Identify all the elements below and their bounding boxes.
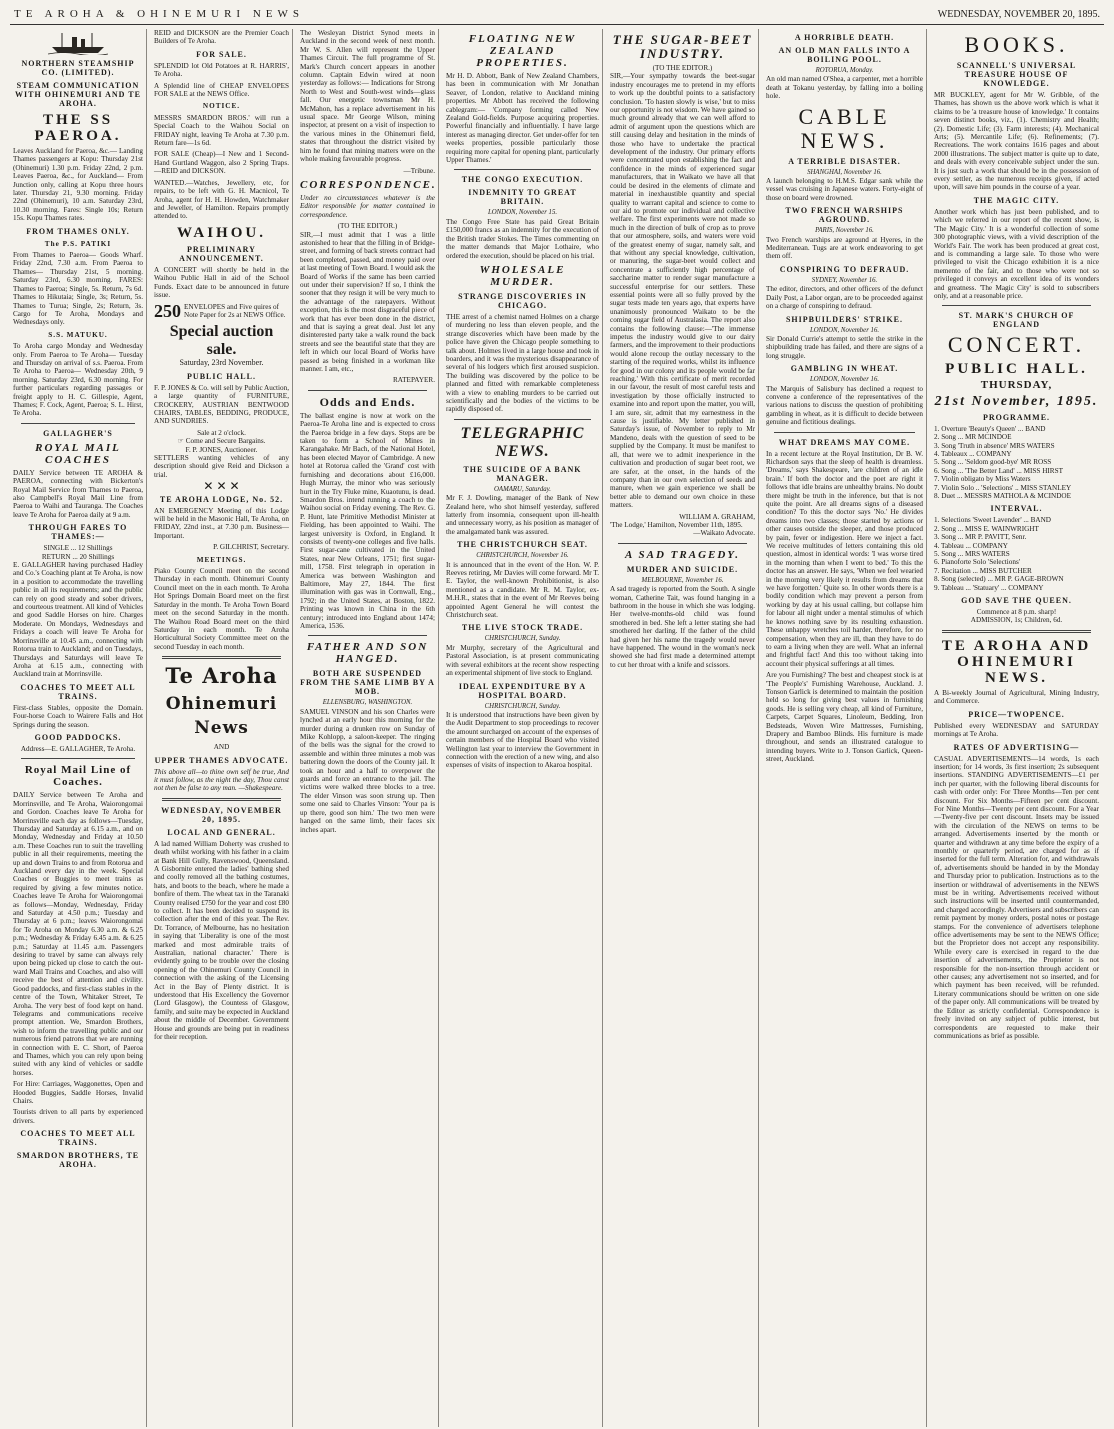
company-name: NORTHERN STEAMSHIP CO. (LIMITED). bbox=[21, 59, 135, 77]
dreams-heading: WHAT DREAMS MAY COME. bbox=[778, 437, 911, 447]
column-5 bbox=[607, 29, 759, 1427]
envelopes-text: ENVELOPES and Five quires of Note Paper for 2s at NEWS Office. bbox=[184, 302, 286, 320]
programme-heading: PROGRAMME. bbox=[982, 412, 1051, 422]
odds-ends-heading: Odds and Ends. bbox=[319, 394, 416, 409]
rotorua-dateline: ROTORUA, Monday. bbox=[815, 67, 874, 74]
correspondence-heading: CORRESPONDENCE. bbox=[300, 178, 437, 191]
programme-item: 5. Song ... 'Seldom good-bye' MR ROSS bbox=[934, 458, 1052, 467]
concert-heading: CONCERT. bbox=[947, 332, 1086, 358]
livestock-dateline: CHRISTCHURCH, Sunday. bbox=[484, 635, 561, 643]
divider bbox=[454, 169, 591, 170]
programme-item: 8. Song (selected) ... MR P. GAGE-BROWN bbox=[934, 575, 1064, 584]
lodge-secretary: P. GILCHRIST, Secretary. bbox=[213, 543, 289, 552]
come-text: Come and Secure Bargains. bbox=[185, 437, 266, 446]
books-subheading: SCANNELL'S UNIVERSAL TREASURE HOUSE OF KNOWLEDGE. bbox=[956, 61, 1077, 88]
preliminary-heading: PRELIMINARY ANNOUNCEMENT. bbox=[179, 244, 264, 263]
warships-heading: TWO FRENCH WARSHIPS AGROUND. bbox=[785, 206, 904, 225]
suicide-text: Mr F. J. Dowling, manager of the Bank of New Zealand here, who shot himself yesterday, suffered latterly from insomnia, consequent upon ill-health and unnecessary worry, as his position as manager of the amalgamated bank was assured. bbox=[446, 494, 599, 536]
sale-time: Sale at 2 o'clock. bbox=[197, 428, 246, 437]
gambling-heading: GAMBLING IN WHEAT. bbox=[790, 364, 899, 374]
sale-cheap-ad: FOR SALE (Cheap)—I New and 1 Second-Hand Gurtland Waggon, also 2 Spring Traps.—REID and DICKSON. bbox=[154, 150, 289, 176]
programme-part-2 bbox=[934, 516, 1099, 592]
shanghai-dateline: SHANGHAI, November 16. bbox=[807, 168, 882, 176]
lodge-text: AN EMERGENCY Meeting of this Lodge will be held in the Masonic Hall, Te Aroha, on FRIDAY, 22nd inst., at 7.30 p.m. Business—Important. bbox=[154, 506, 289, 540]
ellensburg-dateline: ELLENSBURG, WASHINGTON. bbox=[322, 699, 413, 707]
news-title: TE AROHA AND OHINEMURI NEWS. bbox=[941, 637, 1092, 686]
sad-tragedy-subheading: MURDER AND SUICIDE. bbox=[626, 564, 739, 574]
coaches-all-trains: COACHES TO MEET ALL TRAINS. bbox=[20, 1129, 136, 1148]
divider bbox=[21, 758, 135, 759]
admission: ADMISSION, 1s; Children, 6d. bbox=[970, 616, 1063, 625]
congo-text: The Congo Free State has paid Great Britain £150,000 francs as an indemnity for the execution of the British trader Stokes. The Times commenting on the matter demands that Major Lothaire, who ordered the execution, should be placed on his trial. bbox=[446, 217, 599, 260]
sad-tragedy-text: A sad tragedy is reported from the South. A single woman, Catherine Tait, was found hanging in a bathroom in the house in which she was lodging. Her twelve-months-old child was found smothered in bed. She left a letter stating she had smothered her darling. If the father of the child had given her his name the tragedy would never have happened. The wound in the woman's neck showed she had first made a determined attempt to cut her throat with a knife and scissors. bbox=[610, 585, 755, 669]
divider bbox=[942, 305, 1091, 306]
oamaru-dateline: OAMARU, Saturday. bbox=[494, 485, 551, 493]
st-marks-heading: ST. MARK'S CHURCH OF ENGLAND bbox=[958, 311, 1075, 330]
london-dateline: LONDON, November 15. bbox=[487, 209, 558, 217]
divider bbox=[454, 419, 591, 420]
programme-item: 1. Overture 'Beauty's Queen' ... BAND bbox=[934, 424, 1046, 433]
envelope-ad: A Splendid line of CHEAP ENVELOPES FOR SALE at the NEWS Office. bbox=[154, 81, 289, 99]
royal-mail-line-heading: Royal Mail Line of Coaches. bbox=[24, 764, 132, 789]
murder-text: THE arrest of a chemist named Holmes on a charge of murdering no less than eleven people, and the strange discoveries which have been made by the police have given the Chicago people something to talk about. Holmes lived in a large house and took in boarders, and it was the mysterious disappearance of several of his lodgers which first aroused suspicion. The building was discovered by the police to be planned and fitted with remarkable completeness with a view to enabling murders to be carried out scientifically and the bodies of the victims to be rapidly disposed of. bbox=[446, 312, 599, 414]
auctioneer-name: F. P. JONES, Auctioneer. bbox=[185, 445, 258, 454]
livestock-text: Mr Murphy, secretary of the Agricultural and Pastoral Association, is at present communicating with several exhibitors at the recent show respecting an experimental shipment of live stock to England. bbox=[446, 643, 599, 678]
auction-heading: Special auction sale. bbox=[169, 323, 274, 359]
letter-text: SIR,—I must admit that I was a little astonished to hear that the filling in of Bridge-street, and forming of back streets contract had been completed, passed, and money paid over at last meeting of Town Board. I would ask the Board of Works if the same has been carried out under their supervision? If so, I think the sooner that they resign it will be very much to the advantage of the ratepayers. Without exception, this is the most disgraceful piece of work that has ever been done in the district, and that is saying a great deal. Just let any disinterested party take a walk round the back streets and see the beautiful state that they are left in which our local Board of Works have passed as being finished in a workman like manner. I am, etc., bbox=[300, 230, 435, 374]
divider bbox=[308, 390, 427, 391]
column-7 bbox=[931, 29, 1102, 1427]
from-thames-heading: FROM THAMES ONLY. bbox=[26, 226, 130, 236]
chch-heading: THE CHRISTCHURCH SEAT. bbox=[457, 540, 588, 550]
dreams-text: In a recent lecture at the Royal Institution, Dr B. W. Richardson says that the sleep of health is dreamless. 'Dreams,' says Shakespeare, 'are children of an idle brain.' If both the doctor and the poet are right it follows that idle brains are unhealthy brains. No doubt there might be truth in the inference, but that is not quite the point. Are all dreams signs of a diseased condition? To this the doctor says 'No.' He divides dreams into two classes; those started by actions or other causes outside the sleeper, and those produced by pain, fever or indigestion. Here we inject a fact. We receive multitudes of letters containing this old question, almost in identical words: 'I was worse tired in the morning than when I went to bed.' To this the doctor has an answer. He says, 'When we feel wearied in the morning very likely it results from dreams that we have forgotten.' Quite so. In other words there is a bodily condition which may prevent a person from working by day at his usual calling, but collapse him for labour all night under a mental stimulus of which he knows nothing save by its resulting exhaustion. These unhappy wretches toil harder, therefore, for no compensation, when they are ill, than they have to do to earn a living when they are well. What an infernal and frightful fact! And this too without taking into account their physical sufferings at all times. bbox=[766, 449, 923, 668]
god-save-queen: GOD SAVE THE QUEEN. bbox=[961, 596, 1072, 606]
chicago-subheading: STRANGE DISCOVERIES IN CHICAGO. bbox=[458, 291, 587, 310]
sugar-beet-text: SIR,—Your sympathy towards the beet-sugar industry encourages me to pretend in my efforts to work up the doubtful points to a satisfactory conclusion. 'To hasten slowly is wise,' but to miss our opportunity is not wisdom. We have gained so much ground already that we can well afford to admit of argument upon the questions which are still causing delay and hesitation in the minds of those who have to undertake the practical development of the industry. Our primary efforts were concentrated upon establishing the fact and confidence in the minds of experienced sugar manufacturers, that in Waikato we have all that could be desired in the elements of climate and material in inexhaustible quantity and special quality to warrant capital and science to come to our aid to promote our individual and collective welfare. The first experiments were not made so much in the direction of bulk of crop as to prove that our atmosphere, soils, and waters were void of the greatest enemy of sugar, namely salt, and that without any special knowledge, cultivation, or manuring, the sugar-beet would collect and concentrate a sufficiently high percentage of saccharine matter to render sugar manufacture a successful enterprise for our settlers. These essential points were all so fully proved by the sugar tests made ten years ago, that experts have unanimously pronounced Waikato to be the coming sugar field of Australasia. The report also contains the following clause:—'The immense impetus the industry would give to our dairy farmers, and the improvement to their productions would alone recoup the outlay necessary to the starting of the required works, whilst its influence for good in our colony and its people would be far reaching.' With this certificate of merit recorded in our favour, the result of most careful tests and investigation by those officially instructed to examine into and report upon the matter, you will, I am sure, sir, admit that my earnestness in the cause is justifiable. My letter published in Saturday's issue, of November to reply to Mr Mandeno, deals with the question of seed to be supplied by the Company. It must be manifest to all, that were we to admit inexperience in the cultivation and production of sugar beet root, we are safer, at the onset, in the hands of the company than in our own selection of seeds and manure, when we gain experience we shall be better able to demand our own choice in these matters. bbox=[610, 72, 755, 510]
father-son-subheading: BOTH ARE SUSPENDED FROM THE SAME LIMB BY A MOB. bbox=[300, 669, 435, 697]
column-4 bbox=[443, 29, 603, 1427]
horrible-death-heading: A HORRIBLE DEATH. bbox=[794, 33, 895, 42]
envelopes-number: 250 bbox=[154, 301, 181, 322]
interval-heading: INTERVAL. bbox=[990, 504, 1043, 514]
programme-item: 3. Song 'Truth in absence' MRS WATERS bbox=[934, 441, 1055, 450]
stables-text: First-class Stables, opposite the Domain. Four-horse Coach to Wairere Falls and Hot Springs during the season. bbox=[13, 703, 143, 729]
chch-text: It is announced that in the event of the Hon. W. P. Reeves retiring, Mr Davies will come forward. Mr T. E. Taylor, the well-known Prohibitionist, is also mentioned as a candidate. Mr R. M. Taylor, ex-M.H.R., states that in the event of Mr Reeves being appointed Agent General he will contest the Christchurch seat. bbox=[446, 560, 599, 620]
gallagher-heading: GALLAGHER'S bbox=[43, 428, 113, 438]
commence-time: Commence at 8 p.m. sharp! bbox=[976, 608, 1057, 617]
programme-item: 3. Song ... MR P. PAVITT, Senr. bbox=[934, 533, 1027, 542]
telegraphic-heading: TELEGRAPHIC NEWS. bbox=[460, 424, 585, 460]
divider bbox=[162, 798, 281, 801]
programme-item: 7. Violin obligato by Miss Waters bbox=[934, 475, 1031, 484]
sad-tragedy-heading: A SAD TRAGEDY. bbox=[625, 548, 740, 561]
coaches-text: E. GALLAGHER having purchased Hadley and Co.'s Coaching plant at Te Aroha, is now in a position to accommodate the travelling public in all its requirements; and the public can rely on good steady and sober drivers, and courteous treatment. All kind of Vehicles and good Saddle Horses on hire. Charges Moderate. On Mondays, Wednesdays and Fridays a coach will leave Te Aroha for Morrinsville at 10.45 a.m., connecting with Rotorua train to Auckland; and on Tuesdays, Thursdays and Saturdays will leave Te Aroha at 6.15 a.m., connecting with Auckland train at Morrinsville. bbox=[13, 561, 143, 679]
steam-heading: STEAM COMMUNICATION WITH OHINEMURI AND TE AROHA. bbox=[15, 81, 141, 108]
correspondence-note: Under no circumstances whatever is the Editor responsible for matter contained in correspondence. bbox=[300, 193, 435, 219]
royal-mail-text: DAILY Service between TE AROHA & PAEROA, connecting with Bickerton's Royal Mail Service from Thames to Paeroa, also Campbell's Royal Mail Line from Paeroa to Waihi and Tauranga. The Coaches leave Te Aroha for Paeroa daily at 9 a.m. bbox=[13, 468, 143, 519]
chch-dateline: CHRISTCHURCH, November 16. bbox=[476, 552, 569, 560]
programme-item: 5. Song ... MRS WATERS bbox=[934, 550, 1010, 559]
column-3 bbox=[297, 29, 439, 1427]
hire-text: For Hire: Carriages, Waggonettes, Open and Hooded Buggies, Saddle Horses, Invalid Chairs. bbox=[13, 1080, 143, 1105]
paddocks-heading: GOOD PADDOCKS. bbox=[34, 732, 122, 742]
programme-item: 1. Selections 'Sweet Lavender' ... BAND bbox=[934, 516, 1051, 525]
masonic-emblem-icon: ✕ ✕ ✕ bbox=[203, 479, 240, 494]
programme-item: 7. Recitation ... MISS BUTCHER bbox=[934, 566, 1032, 575]
for-sale-heading: FOR SALE. bbox=[196, 49, 247, 59]
programme-item: 6. Pianoforte Solo 'Selections' bbox=[934, 558, 1021, 567]
meetings-text: Piako County Council meet on the second Thursday in each month. Ohinemuri County Council meet on the in each month. Te Aroha Hot Springs Domain Board meet on the first Saturday in the month. Te Aroha Town Board meet on the second Saturday in the month. The Waihou Road Board meet on the third Saturday in each month. Te Aroha Horticultural Society Committee meet on the second Tuesday in each month. bbox=[154, 567, 289, 651]
horrible-death-subheading: AN OLD MAN FALLS INTO A BOILING POOL. bbox=[778, 46, 911, 64]
notice-text: MESSRS SMARDON BROS.' will run a Special Coach to the Waihou Social on FRIDAY night, leaving Te Aroha at 7.30 p.m. Return fare—1s 6d. bbox=[154, 113, 289, 148]
father-son-text: SAMUEL VINSON and his son Charles were lynched at an early hour this morning for the murder during a drunken row on Sunday of Mike Kohlopp, a saloon-keeper. The ringing of the bells was the signal for the crowd to assemble and within three minutes a mob was battering down the doors of the County jail. It took an hour and a half to overpower the guards and force an entrance to the jail. The victims were walked three blocks to a tree. The elder Vinson was soon strung up. Then some one said to Charles Vinson: 'Your pa is up there, good son him.' The two men were hanged on the same limb, their faces six inches apart. bbox=[300, 707, 435, 834]
jones-auction-text: F. P. JONES & Co. will sell by Public Auction, a large quantity of FURNITURE, CROCKERY, AUSTRIAN BENTWOOD CHAIRS, TABLES, BEDDING, PRODUCE, AND SUNDRIES. bbox=[154, 383, 290, 426]
upper-thames-heading: UPPER THAMES ADVOCATE. bbox=[154, 755, 289, 765]
masthead bbox=[10, 8, 1104, 25]
programme-item: 4. Tableaux ... COMPANY bbox=[934, 449, 1012, 458]
conspiring-heading: CONSPIRING TO DEFRAUD. bbox=[779, 264, 910, 274]
gallagher-address: Address—E. GALLAGHER, Te Aroha. bbox=[20, 744, 136, 753]
books-text: MR BUCKLEY, agent for Mr W. Gribble, of the Thames, has shown us the above work which is what it claims to be 'a treasure house of knowledge.' It contains seven distinct books, viz., (1). Chemistry and Health; (2). Domestic Life; (3). Farm interests; (4). Mechanical Arts; (5). Mercantile Life; (6). Refinements; (7). Recreations. The work contains 1616 pages and about 2000 illustrations. The subject matter is quite up to date, and deals with every conceivable subject under the sun. It is just such a work that should be in the possession of every settler, as the numerous receipts given, if acted upon, will save him pounds in the course of a year. bbox=[934, 91, 1099, 192]
father-son-heading: FATHER AND SON HANGED. bbox=[306, 641, 429, 666]
sydney-dateline: SYDNEY, November 16. bbox=[811, 276, 878, 284]
programme-item: 4. Tableau ... COMPANY bbox=[934, 541, 1008, 550]
warships-text: Two French warships are aground at Hyeres, in the Mediterranean. Tugs are at work endeavoring to get them off. bbox=[766, 235, 923, 261]
local-general-heading: LOCAL AND GENERAL. bbox=[167, 827, 276, 837]
melbourne-dateline: MELBOURNE, November 16. bbox=[641, 576, 724, 584]
books-heading: BOOKS. bbox=[964, 32, 1069, 57]
smardon-signature: SMARDON BROTHERS, TE AROHA. bbox=[16, 1151, 140, 1170]
price: PRICE—TWOPENCE. bbox=[968, 709, 1065, 719]
meetings-heading: MEETINGS. bbox=[196, 555, 247, 564]
ship-paeroa-heading: THE SS PAEROA. bbox=[34, 112, 122, 144]
divider bbox=[162, 656, 281, 659]
columns bbox=[10, 29, 1104, 1427]
ship-patiki-text: From Thames to Paeroa— Goods Wharf. Friday 22nd, 7.30 a.m. From Paeroa to Thames— Thursday 21st, 5 morning. Saturday 23rd, 6.30 morning. FARES: Thames to Paeroa; Single, 5s. Return, 7s 6d. Thames to Hikutaia; Single, 3s; Return, 5s. Thames to Turua; Single, 2s; Return, 3s. Cargo for Te Aroha, Mondays and Wednesdays only. bbox=[13, 251, 143, 327]
cable-news-heading: CABLE NEWS. bbox=[798, 103, 891, 153]
divider bbox=[308, 635, 427, 636]
horrible-death-text: An old man named O'Shea, a carpenter, met a horrible death at Tokanu yesterday, by falling into a boiling hole. bbox=[766, 75, 923, 101]
magic-city-heading: THE MAGIC CITY. bbox=[973, 195, 1060, 205]
graham-signature: WILLIAM A. GRAHAM, bbox=[679, 512, 755, 521]
programme-item: 2. Song ... MR MCINDOE bbox=[934, 433, 1012, 442]
congo-heading: THE CONGO EXECUTION. bbox=[461, 175, 584, 185]
ratepayer-signature: RATEPAYER. bbox=[392, 376, 435, 385]
waihou-heading: WAIHOU. bbox=[177, 224, 266, 241]
paper-title-1: Te Aroha bbox=[165, 663, 278, 689]
floating-text: Mr H. D. Abbott, Bank of New Zealand Chambers, has been in communication with Mr Jonathan Seaver, of London, relative to Auckland mining properties. Mr Abbott has received the following cablegram:— 'Company forming called New Zealand Gold-fields. Purpose acquiring properties. Powerful financially and influentially. I have large interest as managing director. Get under-offer for ten weeks properties, possible particularly those requiring more capital for opening plant, particularly Upper Thames.' bbox=[446, 72, 599, 165]
ship-matuku-heading: S.S. MATUKU. bbox=[48, 330, 108, 339]
concert-hall: PUBLIC HALL. bbox=[945, 361, 1088, 378]
hospital-heading: IDEAL EXPENDITURE BY A HOSPITAL BOARD. bbox=[458, 681, 587, 700]
coaches-meet-heading: COACHES TO MEET ALL TRAINS. bbox=[20, 682, 136, 701]
conspiring-text: The editor, directors, and other officers of the defunct Daily Post, a Labor organ, are to be proceeded against on a charge of conspiring to defraud. bbox=[766, 285, 923, 311]
programme-item: 9. Tableau ... 'Statuary' ... COMPANY bbox=[934, 583, 1044, 592]
rates-heading: RATES OF ADVERTISING— bbox=[953, 742, 1080, 752]
divider bbox=[618, 543, 747, 544]
rates-text: CASUAL ADVERTISEMENTS—14 words, 1s each insertion; for 14 words, 3s first insertion; 2s subsequent insertions. STANDING ADVERTISEMENTS—£1 per inch per quarter, with the following liberal discounts for cash with order only: For Three Months—Ten per cent discount. For Six Months—Fifteen per cent discount. For Nine Months—Twenty per cent discount. For a Year—Twenty-five per cent discount. Insets may be issued with the circulation of the NEWS on terms to be arranged. Advertisements inserted by the month or quarter and withdrawn at any time before the expiry of a monthly or quarterly period, are charged for as if inserted for the full term. Alteration for, and withdrawals of, advertisements should be handed in by the Monday and Thursday prior to publication. Instructions as to the insertion or withdrawal of advertisements in the NEWS must be in writing. Advertisements received without such instructions will be inserted until countermanded, and charged accordingly. Advertisers and subscribers can remit payment by money orders, postal notes or postage stamps. For the convenience of advertisers telephone office advertisements may be sent to the NEWS Office; but the Proprietor does not accept any responsibility. While every care is exercised in regard to the due insertion of advertisements, the Proprietor is not responsible for the non-insertion through accident or other causes; any advertisement not so inserted, and for which payment has been received, will be refunded. Literary communications should be written on one side of the paper only. All communications will be treated by the Editor as strictly confidential. Correspondence is freely invited on any subject of public interest, but correspondents are requested to make their communications as brief as possible. bbox=[934, 754, 1099, 1040]
livestock-heading: THE LIVE STOCK TRADE. bbox=[461, 623, 584, 633]
furnishing-ad: Are you Furnishing? The best and cheapest stock is at 'The People's' Furnishing Warehouse, Auckland. J. Tonson Garlick is determined to maintain the position held so long for giving best values in furnishing goods. He is selling very cheap, all kind of Furniture, Carpets, Carpet Squares, Linoleum, Bedding, Iron Bedsteads, Woven Wire Mattresses, Furnishing, Drapery and Bamboo Blinds. His furniture is made throughout, and sends an illustrated catalogue to intending buyers. Write to J. Tonson Garlick, Queen-street, Auckland. bbox=[766, 671, 923, 764]
ship-matuku-text: To Aroha cargo Monday and Wednesday only. From Paeroa to Te Aroha— Tuesday and Thursday on arrival of s.s. Paeroa. From Te Aroha to Paeroa— Wednesday 20th, 9 morning. Saturday 23rd, 6.30 morning. For further particulars regarding passages or freight apply to H. C. Gillespie, Agent, Thames; F. Cock, Agent, Paeroa; S. L. Hirst, Te Aroha. bbox=[13, 342, 143, 418]
ship-patiki-heading: The P.S. PATIKI bbox=[44, 239, 112, 248]
shipbuilders-text: Sir Donald Currie's attempt to settle the strike in the shipbuilding trade has failed, and there are signs of a long struggle. bbox=[766, 334, 923, 360]
fare-single: SINGLE ... 12 Shillings bbox=[43, 544, 113, 553]
programme-item: 8. Duet ... MESSRS MATHOLA & MCINDOE bbox=[934, 492, 1071, 500]
issue-date: WEDNESDAY, NOVEMBER 20, 1895. bbox=[161, 805, 282, 824]
concert-date: 21st November, 1895. bbox=[934, 393, 1099, 409]
local-general-text: A lad named William Doherty was crushed to death whilst working with his father in a claim at Bank Hill Gully, Ravenswood, Queensland. A Gisbornite entered the ladies' bathing shed and coolly removed all the bathing costumes, hats, and boots to the beach, where he made a bonfire of them. The wheat tax in the Taranaki County realised £750 for the year and cost £80 to collect. It has been decided to suspend its collection after the end of this year. The Rev. Dr. Torrance, of Melbourne, has no hesitation in saying that 'Liberality is one of the most marked and most admirable traits of Australian, national character.' There is evidently going to be trouble over the closing opening of the Ohinemuri County Council in connection with the asking of the Licensing Act in the Bay of Plenty district. It is understood that His Excellency the Governor (Lord Glasgow), the Countess of Glasgow, family, and suite may be expected in Auckland about the middle of December. Government House and grounds are being put in readiness for their reception. bbox=[154, 839, 289, 1042]
disaster-text: A launch belonging to H.M.S. Edgar sank while the vessel was cruising in Japanese waters. Forty-eight of those on board were drowned. bbox=[766, 177, 923, 202]
programme-item: 7. Violin Solo .. 'Selections' .. MISS STANLEY bbox=[934, 483, 1072, 492]
column-6 bbox=[763, 29, 927, 1427]
potatoes-ad: SPLENDID lot Old Potatoes at R. HARRIS', Te Aroha. bbox=[154, 61, 289, 79]
magic-city-text: Another work which has just been published, and to which we referred in our report of the recent show, is 'The Magic City.' It is a wonderful collection of some 300 photographic views, with a vivid description of the World's Fair. The work has been produced at great cost, and is commanding a large sale. To those who were privileged to visit the Chicago exhibition it is a nice memento of the fair, and to those who were not so privileged it conveys an excellent idea of its wonders and greatness. 'The Magic City' is sold to subscribers only, and at a reasonable price. bbox=[934, 207, 1099, 300]
synod-text: The Wesleyan District Synod meets in Auckland in the second week of next month. Mr W. S. Allen will represent the Upper Thames Circuit. The full programme of St. Mark's Church concert appears in another column. Captain Edwin wired at noon yesterday as follows:— Indications for Strong North to West and South-west winds—glass fall. Our energetic townsman Mr H. McMahon, has a replace advertisement in his usual space. Mr George Wilson, mining inspector, at present on a visit of inspection to the various mines in the Ohinemuri field, states that throughout the district visited by him he found that mining matters were on the whole making favourable progress. bbox=[300, 29, 435, 164]
preliminary-text: A CONCERT will shortly be held in the Waihou Public Hall in aid of the School Funds. Exact date to be announced in future issue. bbox=[154, 265, 289, 299]
wanted-ad: WANTED.—Watches, Jewellery, etc, for repairs, to be left with G. H. Macnicol, Te Aroha, agent for H. H. Howden, Watchmaker and Jeweller, of Hamilton. Repairs promptly attended to. bbox=[154, 178, 289, 221]
paris-dateline: PARIS, November 16. bbox=[815, 227, 874, 235]
programme-part-1 bbox=[934, 425, 1099, 501]
programme-item: 2. Song ... MISS E. WAINWRIGHT bbox=[934, 524, 1039, 533]
divider bbox=[21, 423, 135, 424]
fare-return: RETURN ... 20 Shillings bbox=[41, 552, 115, 561]
masthead-date: WEDNESDAY, NOVEMBER 20, 1895. bbox=[937, 9, 1100, 20]
column-1 bbox=[10, 29, 147, 1427]
to-editor: (TO THE EDITOR.) bbox=[337, 222, 398, 231]
come-bargains bbox=[154, 437, 289, 445]
column-2 bbox=[151, 29, 293, 1427]
bank-suicide-heading: THE SUICIDE OF A BANK MANAGER. bbox=[463, 464, 582, 483]
hospital-dateline: CHRISTCHURCH, Sunday. bbox=[484, 702, 561, 710]
divider bbox=[774, 432, 915, 433]
ship-paeroa-text: Leaves Auckland for Paeroa, &c.— Landing Thames passengers at Kopu: Thursday 21st (Ohinemuri) 1.30 p.m. Friday 22nd, 2 p.m. Leaves Paeroa, &c., for Auckland— From Junction only, calling at Kopu three hours later. Thursday 21, 9.30 morning. Friday 22nd (Ohinemuri), 10 a.m. Saturday 23rd, 10.30 morning. Fares: Single 10s; Return 15s. Kopu Thames rates. bbox=[13, 147, 143, 223]
lodge-heading: TE AROHA LODGE, No. 52. bbox=[159, 494, 284, 504]
to-editor: (TO THE EDITOR.) bbox=[652, 64, 713, 72]
programme-item: 6. Song ... 'The Better Land' ... MISS HIRST bbox=[934, 466, 1063, 475]
news-description: A Bi-weekly Journal of Agricultural, Mining Industry, and Commerce. bbox=[934, 688, 1099, 706]
tourists-text: Tourists driven to all parts by experienced drivers. bbox=[13, 1108, 143, 1125]
shipbuilders-dateline: LONDON, November 16. bbox=[809, 326, 880, 334]
wholesale-murder-heading: WHOLESALE MURDER. bbox=[479, 263, 566, 288]
indemnity-heading: INDEMNITY TO GREAT BRITAIN. bbox=[468, 188, 577, 207]
envelopes-ad bbox=[154, 302, 289, 320]
gambling-dateline: LONDON, November 16. bbox=[809, 376, 880, 384]
royal-mail-line-text: DAILY Service between Te Aroha and Morrinsville, and Te Aroha, Waiorongomai and Gordon. Coaches leave Te Aroha for Morrinsville each day as follows—Tuesday, Thursday and Saturday at 6.15 a.m., and on Monday, Wednesday and Friday at 10.50 a.m. These Coaches run to suit the travelling public in all their requirements, meeting the up and down Trains to and from Rotorua and Auckland every day in the week. Special Coaches or Buggies to meet trains as required by giving a few minutes notice. Coaches leave Te Aroha for Waiorongomai as follows—Monday, Wednesday, Friday and Saturday at 4.50 p.m.; Tuesday and Thursday at 6 p.m.; leaves Waiorongomai for Te Aroha on Monday 6.30 a.m. & 6.25 p.m.; Wednesday & Friday 6.45 a.m. & 6.25 p.m.; Saturday at 11.45 a.m. Passengers desiring to travel by same can always rely upon being picked up close to catch the out-ward Mail Trains and Coaches, and also will receive the best of attention and civility. Good paddocks, and first-class stables in the centre of the Town, Whitaker Street, Te Aroha. The very best of food kept on hand. Telegrams and communications receive prompt attention. We, Smardon Brothers, wish to inform the travelling public and our numerous friend patrons that we are running in connection with E. C. Short, of Paeroa and Thames, which you can rely upon being suited with any kind of vehicles or saddle horses. bbox=[13, 791, 143, 1077]
through-fares-heading: THROUGH FARES TO THAMES:— bbox=[28, 523, 128, 542]
notice-heading: NOTICE. bbox=[202, 102, 241, 111]
masthead-title: TE AROHA & OHINEMURI NEWS bbox=[14, 8, 304, 20]
paper-and: AND bbox=[213, 743, 230, 752]
shakespeare-motto: This above all—to thine own self be true, And it must follow, as the night the day, Thou canst not then be false to any man. —Shakespeare. bbox=[154, 767, 289, 793]
published: Published every WEDNESDAY and SATURDAY mornings at Te Aroha. bbox=[934, 721, 1099, 739]
royal-mail-heading: ROYAL MAIL COACHES bbox=[35, 441, 121, 466]
hospital-text: It is understood that instructions have been given by the Audit Department to stop proceedings to recover the amount surcharged on account of the expenses of certain members of the Hospital Board who visited Wellington last year to interview the Government in connection with the erection of a new wing, and also expenses of visits of inspection to Akaroa hospital. bbox=[446, 710, 599, 770]
shipbuilders-heading: SHIPBUILDERS' STRIKE. bbox=[785, 314, 904, 324]
steamship-icon bbox=[48, 29, 108, 55]
disaster-heading: A TERRIBLE DISASTER. bbox=[788, 156, 901, 166]
advocate-credit: —Waikato Advocate. bbox=[693, 529, 755, 538]
divider bbox=[942, 630, 1091, 633]
paper-title-2: Ohinemuri News bbox=[165, 694, 278, 739]
settlers-ad: SETTLERS wanting vehicles of any description should give Reid and Dickson a trial. bbox=[154, 454, 289, 479]
pointing-hand-icon: ☞ bbox=[177, 437, 186, 446]
tribune-credit: —Tribune. bbox=[403, 166, 435, 175]
graham-place: 'The Lodge,' Hamilton, November 11th, 1895. bbox=[610, 520, 743, 529]
gambling-text: The Marquis of Salisbury has declined a request to convene a conference of the representatives of the various nations to discuss the question of prohibiting gambling in wheat, as it is difficult to decide between genuine and fictitious dealings. bbox=[766, 384, 923, 427]
concert-day: THURSDAY, bbox=[980, 379, 1053, 392]
sugar-beet-heading: THE SUGAR-BEET INDUSTRY. bbox=[612, 32, 753, 61]
auction-date: Saturday, 23rd November. bbox=[179, 358, 264, 368]
reid-dickson-ad: REID and DICKSON are the Premier Coach Builders of Te Aroha. bbox=[154, 29, 289, 46]
public-hall-heading: PUBLIC HALL. bbox=[187, 371, 256, 381]
odds-ends-text: The ballast engine is now at work on the Paeroa-Te Aroha line and is expected to cross the Paeroa bridge in a few days. Steps are be taken to form a School of Mines in Karangahake. Mr Bach, of the National Hotel, has been elected Mayor of Cambridge. A new hotel at Rotorua called the 'Grand' cost with furnishing and decorations about £16,000. Hugh Murray, the minor who was seriously hurt in the Try Fluke mine, Kuaotunu, is dead. Smardon Bros. intend running a coach to the Waihou social on Friday evening. The Rev. G. P. Hunt, late Primitive Methodist Minister at Fielding, has been appointed to Waihi. The largest university is Oxford, in England. It consists of twenty-one colleges and five halls. First sugar-cane cultivated in the United States, near New Orleans, 1751; first sugar-mill, 1758. First telegraph in operation in America was between Washington and Baltimore, May 27, 1844. The first illumination with gas was in Cornwall, Eng., 1792; in the United States, at Boston, 1822. Printing was known in China in the 6th century; introduced into England about 1474; America, 1536. bbox=[300, 411, 435, 630]
floating-heading: FLOATING NEW ZEALAND PROPERTIES. bbox=[468, 33, 577, 69]
